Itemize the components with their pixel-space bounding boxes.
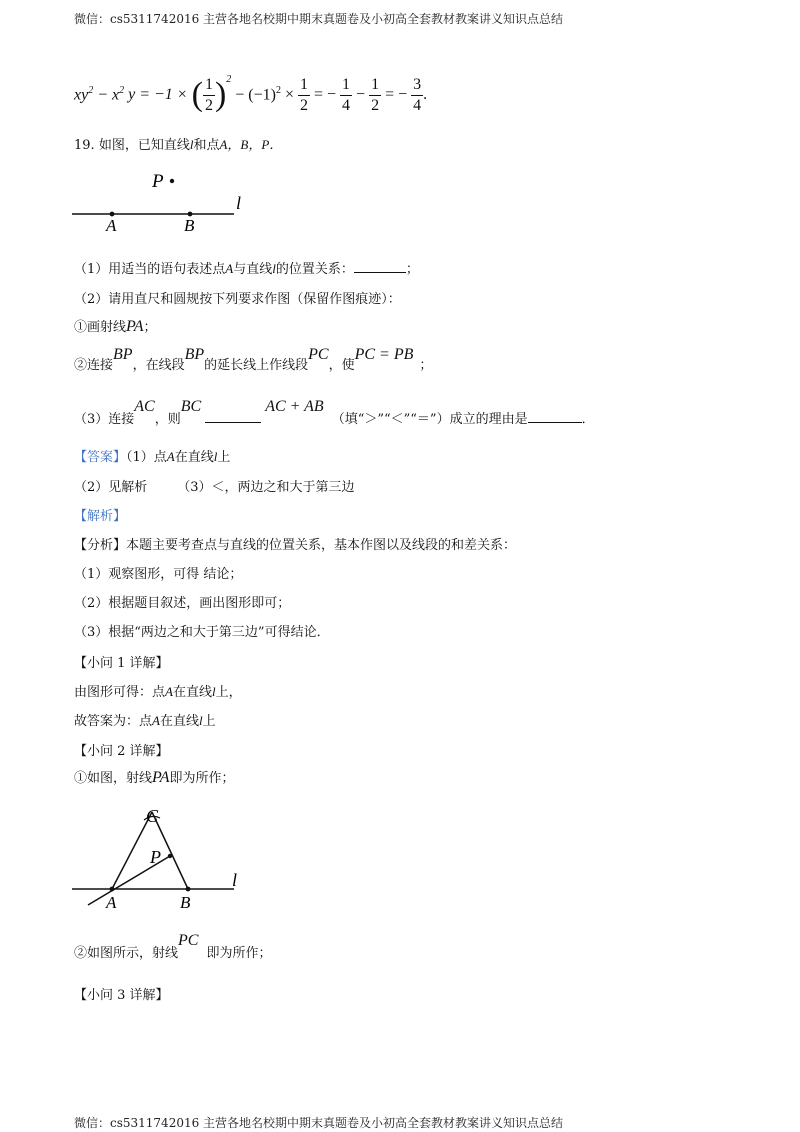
answer-blank-2[interactable] [205, 410, 261, 423]
sub3-heading: 【小问 3 详解】 [74, 988, 169, 1003]
eq-term-y: y = −1 × [128, 86, 188, 103]
page-footer: 微信：cs5311742016 主营各地名校期中期末真题卷及小初高全套教材教案讲义知识点总结 [74, 1116, 564, 1130]
eq-frac-half: $\frac{1}{2}$ [204, 75, 213, 114]
q19-part3: （3）连接AC，则BC AC + AB（填“＞”“＜”“＝”）成立的理由是 ． [74, 398, 595, 427]
label-a-2: A [106, 893, 117, 912]
point-a-2 [110, 887, 115, 892]
eq-minus: − [356, 86, 366, 103]
eq-frac-half-3: $\frac{1}{2}$ [371, 75, 380, 114]
point-b-2 [186, 887, 191, 892]
label-l: l [236, 193, 242, 213]
point-p [170, 179, 174, 183]
label-c: C [146, 806, 159, 826]
label-p-2: P [150, 847, 161, 867]
analysis-s2: （2）根据题目叙述，画出图形即可； [74, 596, 291, 611]
eq-period: . [423, 86, 428, 103]
sub1-line-2: 故答案为：点A在直线l上 [74, 713, 216, 729]
label-l-2: l [232, 870, 238, 890]
label-a: A [106, 216, 117, 235]
answer-line-1: 【答案】（1）点A在直线l上 [74, 449, 231, 465]
figure-triangle-construction [60, 800, 260, 915]
answer-blank-3[interactable] [528, 410, 582, 423]
label-p: P [152, 171, 164, 192]
analysis-s3: （3）根据“两边之和大于第三边”可得结论． [74, 625, 330, 640]
label-b: B [184, 216, 195, 235]
figure-line-points [60, 165, 280, 240]
answer-blank-1[interactable] [354, 260, 406, 273]
eq-frac-quarter: $\frac{1}{4}$ [342, 75, 351, 114]
q19-part2: （2）请用直尺和圆规按下列要求作图（保留作图痕迹）： [74, 292, 401, 307]
analysis-fenxi: 【分析】本题主要考查点与直线的位置关系，基本作图以及线段的和差关系： [74, 538, 517, 553]
eq-term-x2: − $x^2$ [97, 85, 125, 104]
q19-part1: （1）用适当的语句表述点A与直线l的位置关系： ； [74, 261, 419, 277]
sub1-heading: 【小问 1 详解】 [74, 656, 169, 671]
page-header: 微信：cs5311742016 主营各地名校期中期末真题卷及小初高全套教材教案讲义知识点总结 [74, 12, 564, 26]
analysis-tag: 【解析】 [74, 509, 127, 524]
answer-line-2: （2）见解析 （3）＜，两边之和大于第三边 [74, 480, 355, 495]
eq-term-xy: $xy^2$ [74, 85, 94, 104]
label-b-2: B [180, 893, 191, 912]
sub1-line-1: 由图形可得：点A在直线l上， [74, 684, 242, 700]
answer-tag: 【答案】 [74, 450, 127, 465]
eq-eq-2: = − [385, 86, 408, 103]
eq-frac-three-quarters: $\frac{3}{4}$ [413, 75, 422, 114]
sub2-heading: 【小问 2 详解】 [74, 744, 169, 759]
analysis-s1: （1）观察图形，可得 结论； [74, 567, 243, 582]
sub2-line-1: ①如图，射线PA即为所作； [74, 769, 235, 786]
equation-line: $xy^2$ − $x^2$ y = −1 × ( $\frac{1}{2}$ ) $^2$ − $(-1)^2$ × $\frac{1}{2}$ = − $\frac{1}{4}$ − $\frac{1}{2}$ = − $\frac{3}{4}$ . [74, 74, 428, 114]
eq-neg-one: − $(-1)^2$ [235, 85, 281, 104]
eq-times: × [284, 86, 294, 103]
sub2-line-2: ②如图所示，射线PC即为所作； [74, 932, 272, 961]
q19-stem: 19. 如图，已知直线l和点A，B，P． [74, 137, 283, 153]
point-p-2 [168, 854, 172, 858]
eq-eq-1: = − [314, 86, 337, 103]
q19-step1: ①画射线PA； [74, 318, 157, 335]
eq-frac-half-2: $\frac{1}{2}$ [300, 75, 308, 114]
q19-step2: ②连接BP，在线段BP的延长线上作线段PC，使PC = PB； [74, 346, 433, 373]
